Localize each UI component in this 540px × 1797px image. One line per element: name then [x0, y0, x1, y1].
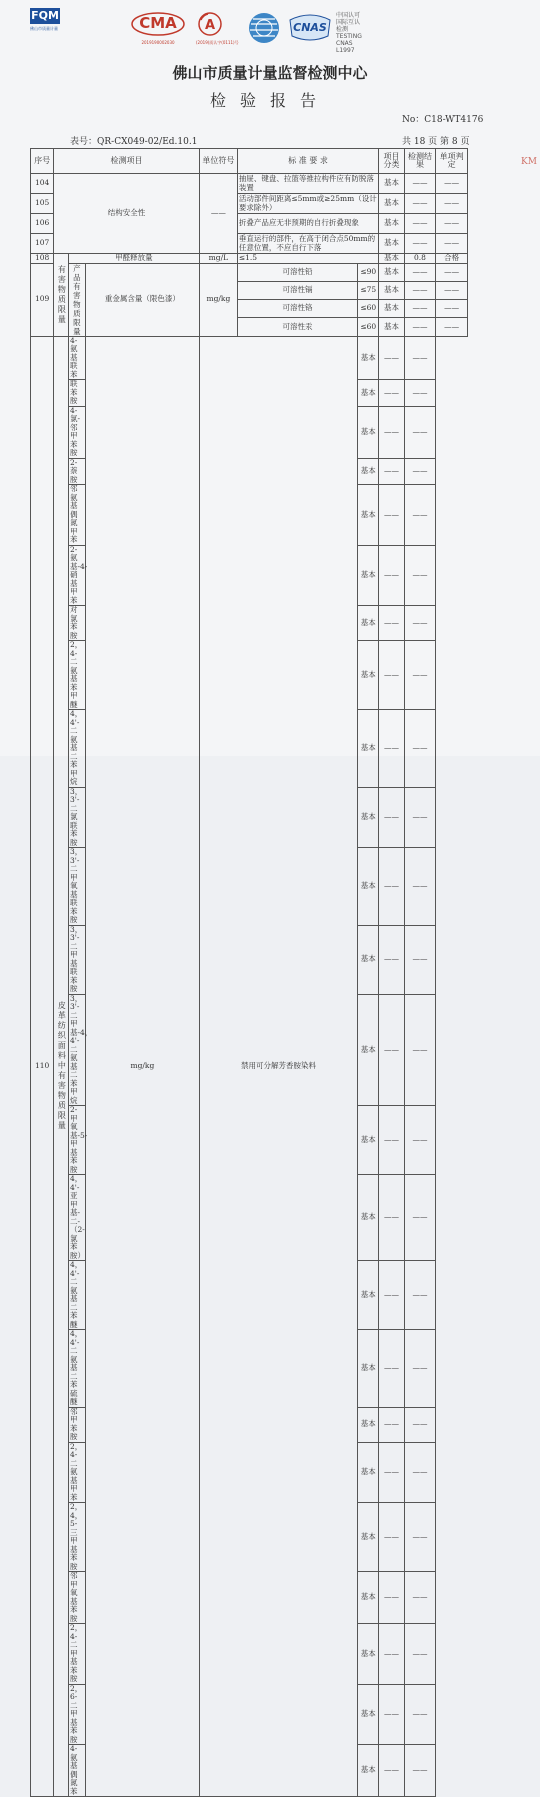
substance-name: 2，4-二氨基苯甲醚 [68, 641, 85, 710]
group-cell [54, 254, 69, 337]
result: —— [404, 214, 436, 234]
substance-name: 2，4-二氨基甲苯 [68, 1442, 85, 1503]
svg-text:A: A [204, 18, 216, 33]
cnas-sub-line: TESTING [336, 33, 362, 40]
unit: mg/kg [199, 263, 237, 336]
blank-cell [436, 1745, 468, 1797]
classification: 基本 [379, 174, 404, 194]
row-number: 108 [31, 254, 54, 264]
result: —— [379, 848, 404, 926]
cma-seal [130, 12, 186, 45]
judgement: —— [404, 1745, 436, 1797]
classification: 基本 [379, 318, 404, 336]
result: —— [404, 300, 436, 318]
judgement: —— [404, 848, 436, 926]
unit: mg/kg [85, 336, 199, 1797]
result: —— [404, 194, 436, 214]
blank-cell [467, 174, 504, 194]
result: —— [404, 281, 436, 299]
judgement: —— [404, 1572, 436, 1624]
blank-cell [467, 318, 504, 336]
blank-cell [436, 925, 468, 994]
blank-cell [436, 1407, 468, 1442]
blank-cell [436, 1572, 468, 1624]
substance-name: 4-氯-邻甲苯胺 [68, 406, 85, 458]
judgement: —— [404, 545, 436, 606]
judgement: —— [436, 234, 468, 254]
blank-cell [467, 194, 504, 214]
report-number: No：C18-WT4176 [402, 115, 484, 125]
substance-name: 3，3'-二甲基-4，4'-二氨基二苯甲烷 [69, 993, 93, 1105]
classification: 基本 [379, 254, 404, 264]
substance-name: 3，3'-二甲基联苯胺 [68, 925, 85, 994]
col-header: 检测项目 [54, 149, 200, 174]
result: 0.8 [404, 254, 436, 264]
result: —— [379, 1407, 404, 1442]
substance-name: 邻甲氧基苯胺 [68, 1572, 85, 1624]
classification: 基本 [379, 194, 404, 214]
table-row [31, 174, 505, 194]
result: —— [379, 1261, 404, 1330]
sub-item: 可溶性铬 [237, 300, 357, 318]
classification: 基本 [379, 263, 404, 281]
outer-group-label: 有害物质限量 [57, 264, 67, 325]
result: —— [379, 1624, 404, 1685]
judgement: —— [404, 1684, 436, 1745]
table-row [31, 336, 505, 380]
result: —— [379, 994, 404, 1106]
classification: 基本 [358, 545, 379, 606]
cnas-logo [288, 14, 332, 46]
substance-name: 2-萘胺 [68, 458, 85, 485]
classification: 基本 [358, 1261, 379, 1330]
side-stamp: KM [521, 157, 537, 167]
judgement: —— [436, 300, 468, 318]
judgement: —— [404, 641, 436, 710]
classification: 基本 [358, 994, 379, 1106]
blank-cell [436, 1106, 468, 1175]
classification: 基本 [358, 641, 379, 710]
judgement: —— [436, 318, 468, 336]
blank-cell [467, 149, 504, 174]
substance-name: 2，6-二甲基苯胺 [68, 1684, 85, 1745]
classification: 基本 [358, 710, 379, 788]
blank-cell [436, 1442, 468, 1503]
classification: 基本 [358, 1684, 379, 1745]
ca-seal [196, 12, 239, 46]
classification: 基本 [358, 380, 379, 407]
requirement: 折叠产品应无非预期的自行折叠现象 [237, 214, 378, 234]
classification: 基本 [358, 485, 379, 546]
limit: ≤75 [358, 281, 379, 299]
blank-cell [436, 848, 468, 926]
page-count: 共 18 页 第 8 页 [402, 137, 470, 147]
substance-name: 2-甲氧基-5-甲基苯胺 [69, 1105, 88, 1174]
blank-cell [467, 214, 504, 234]
classification: 基本 [358, 848, 379, 926]
result: —— [379, 336, 404, 380]
table-row [31, 263, 505, 281]
result: —— [379, 545, 404, 606]
col-header: 单位符号 [199, 149, 237, 174]
judgement: —— [436, 174, 468, 194]
blank-cell [436, 1330, 468, 1408]
judgement: —— [436, 281, 468, 299]
blank-cell [436, 545, 468, 606]
blank-cell [467, 281, 504, 299]
result: —— [379, 710, 404, 788]
substance-name: 邻甲苯胺 [68, 1407, 85, 1442]
substance-name: 对氯苯胺 [68, 606, 85, 641]
result: —— [379, 406, 404, 458]
judgement: —— [404, 787, 436, 848]
ilac-mra-icon [248, 12, 280, 48]
col-header: 检测结果 [404, 149, 436, 174]
result: —— [379, 1684, 404, 1745]
blank-cell [436, 787, 468, 848]
result: —— [404, 234, 436, 254]
judgement: —— [404, 606, 436, 641]
row-number: 107 [31, 234, 54, 254]
classification: 基本 [379, 214, 404, 234]
substance-name: 4-氨基联苯 [68, 336, 85, 380]
cnas-sub-line: CNAS L1997 [336, 40, 355, 54]
result: —— [379, 458, 404, 485]
classification: 基本 [358, 1106, 379, 1175]
classification: 基本 [358, 925, 379, 994]
unit: —— [199, 174, 237, 254]
blank-cell [467, 254, 504, 264]
classification: 基本 [358, 1503, 379, 1572]
judgement: —— [404, 1330, 436, 1408]
substance-name: 邻氨基偶氮甲苯 [68, 485, 85, 546]
classification: 基本 [358, 336, 379, 380]
blank-cell [467, 263, 504, 281]
judgement: —— [404, 1407, 436, 1442]
result: —— [379, 1442, 404, 1503]
blank-cell [436, 641, 468, 710]
classification: 基本 [358, 1624, 379, 1685]
judgement: —— [404, 1106, 436, 1175]
result: —— [379, 1745, 404, 1797]
judgement: —— [404, 458, 436, 485]
judgement: —— [404, 380, 436, 407]
blank-cell [436, 406, 468, 458]
org-name: 佛山市质量计量监督检测中心 [172, 64, 368, 82]
sub-item: 可溶性铅 [237, 263, 357, 281]
judgement: —— [436, 263, 468, 281]
cma-number: 2019190002030 [141, 40, 175, 45]
cnas-sub-line: 检测 [336, 26, 349, 33]
blank-cell [436, 1261, 468, 1330]
fqm-logo-text: FQM [31, 9, 59, 22]
ca-number: (2019)质认字(0111)号 [196, 40, 239, 45]
form-number: 表号：QR-CX049-02/Ed.10.1 [70, 137, 198, 147]
substance-name: 4，4'-二氨基二苯醚 [68, 1261, 85, 1330]
substance-name: 4，4'-二氨基二苯甲烷 [68, 710, 85, 788]
report-title: 检验报告 [209, 91, 330, 110]
judgement: —— [404, 1261, 436, 1330]
judgement: —— [404, 1624, 436, 1685]
judgement: —— [404, 710, 436, 788]
classification: 基本 [379, 300, 404, 318]
judgement: —— [404, 406, 436, 458]
judgement: —— [404, 336, 436, 380]
cma-text: CMA [139, 14, 177, 32]
classification: 基本 [379, 281, 404, 299]
result: —— [404, 263, 436, 281]
col-header: 项目分类 [379, 149, 404, 174]
judgement: —— [404, 1442, 436, 1503]
cnas-sub-line: 中国认可 [336, 12, 361, 19]
judgement: —— [404, 1175, 436, 1261]
table-header-row [31, 149, 505, 174]
classification: 基本 [379, 234, 404, 254]
group-label-text: 产品有害物质限量 [73, 263, 81, 336]
blank-cell [436, 1503, 468, 1572]
result: —— [379, 1106, 404, 1175]
blank-cell [436, 606, 468, 641]
result: —— [379, 1175, 404, 1261]
substance-name: 4，4'-二氨基二苯硫醚 [68, 1330, 85, 1408]
inner-group-label: 皮革纺织面料中有害物质限量 [54, 336, 69, 1797]
result: —— [379, 787, 404, 848]
classification: 基本 [358, 1407, 379, 1442]
fqm-logo [30, 8, 64, 34]
judgement: —— [436, 214, 468, 234]
sub-item: 可溶性镉 [237, 281, 357, 299]
substance-name: 3，3'-二氯联苯胺 [68, 787, 85, 848]
unit: mg/L [199, 254, 237, 264]
substance-name: 2，4，5-三甲基苯胺 [68, 1503, 85, 1572]
result: —— [379, 485, 404, 546]
blank-cell [436, 710, 468, 788]
blank-cell [436, 1684, 468, 1745]
substance-name: 4，4'-亚甲基-二-（2-氯苯胺） [69, 1174, 85, 1260]
row-number: 104 [31, 174, 54, 194]
requirement: ≤1.5 [237, 254, 378, 264]
row-number: 106 [31, 214, 54, 234]
cnas-sub-line: 国际互认 [336, 19, 361, 26]
classification: 基本 [358, 1745, 379, 1797]
substance-name: 2-氨基-4-硝基甲苯 [69, 544, 88, 605]
result: —— [404, 318, 436, 336]
substance-name: 2，4-二甲基苯胺 [68, 1624, 85, 1685]
result: —— [379, 1503, 404, 1572]
substance-name: 联苯胺 [68, 380, 85, 407]
blank-cell [436, 336, 468, 380]
classification: 基本 [358, 1572, 379, 1624]
item-name: 重金属含量（限色漆） [85, 263, 199, 336]
substance-name: 4-氨基偶氮苯 [68, 1745, 85, 1797]
result: —— [379, 380, 404, 407]
judgement: —— [404, 1503, 436, 1572]
result: —— [404, 174, 436, 194]
limit: ≤60 [358, 300, 379, 318]
classification: 基本 [358, 1175, 379, 1261]
cnas-sub [336, 12, 362, 54]
col-header: 序号 [31, 149, 54, 174]
blank-cell [436, 1175, 468, 1261]
classification: 基本 [358, 406, 379, 458]
judgement: —— [404, 485, 436, 546]
blank-cell [436, 458, 468, 485]
fqm-logo-sub: 佛山市质量计量 [30, 26, 58, 31]
classification: 基本 [358, 1442, 379, 1503]
result: —— [379, 1572, 404, 1624]
result: —— [379, 606, 404, 641]
blank-cell [436, 994, 468, 1106]
col-header: 标 准 要 求 [237, 149, 378, 174]
requirement: 活动部件间距离≤5mm或≥25mm（设计要求除外） [237, 194, 378, 214]
group-label [68, 263, 85, 336]
classification: 基本 [358, 606, 379, 641]
requirement: 垂直运行的部件，在高于闭合点50mm的任意位置，不应自行下落 [237, 234, 378, 254]
blank-cell [467, 234, 504, 254]
row-number: 110 [31, 336, 54, 1797]
sub-item: 可溶性汞 [237, 318, 357, 336]
item-name: 结构安全性 [54, 174, 200, 254]
limit: ≤60 [358, 318, 379, 336]
blank-cell [467, 300, 504, 318]
row-number: 105 [31, 194, 54, 214]
judgement: 合格 [436, 254, 468, 264]
result: —— [379, 925, 404, 994]
classification: 基本 [358, 787, 379, 848]
limit: ≤90 [358, 263, 379, 281]
judgement: —— [404, 994, 436, 1106]
row-110-group [31, 336, 505, 1797]
blank-cell [436, 380, 468, 407]
blank-cell [436, 485, 468, 546]
row-number: 109 [31, 263, 54, 336]
result: —— [379, 641, 404, 710]
judgement: —— [404, 925, 436, 994]
item-name: 甲醛释放量 [68, 254, 199, 264]
col-header: 单项判定 [436, 149, 468, 174]
blank-cell [436, 1624, 468, 1685]
substance-name: 3，3'-二甲氧基联苯胺 [68, 848, 85, 926]
judgement: —— [436, 194, 468, 214]
table-row [31, 254, 505, 264]
classification: 基本 [358, 458, 379, 485]
result: —— [379, 1330, 404, 1408]
requirement: 抽屉、键盘、拉篮等推拉构件应有防脱落装置 [237, 174, 378, 194]
requirement: 禁用可分解芳香胺染料 [199, 336, 357, 1797]
inspection-table [30, 148, 505, 1797]
classification: 基本 [358, 1330, 379, 1408]
cnas-text: CNAS [293, 21, 327, 34]
